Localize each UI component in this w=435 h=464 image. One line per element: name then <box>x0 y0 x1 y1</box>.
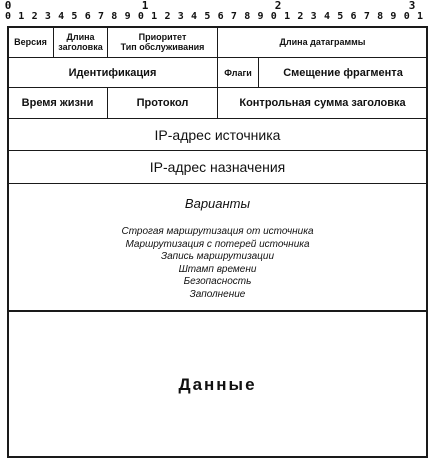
ruler-unit-digit: 9 <box>124 11 131 22</box>
ruler-unit-digit: 4 <box>323 11 330 22</box>
field-source-ip <box>7 118 428 151</box>
options-item: Штамп времени <box>178 263 257 275</box>
field-identification-label: Идентификация <box>68 66 157 79</box>
bit-ruler <box>0 0 435 28</box>
ruler-unit-digit: 4 <box>58 11 65 22</box>
field-tos-line2: Тип обслуживания <box>120 42 205 52</box>
ruler-unit-digit: 8 <box>377 11 384 22</box>
options-item: Заполнение <box>189 288 246 300</box>
ruler-unit-digit: 5 <box>337 11 344 22</box>
options-item: Строгая маршрутизация от источника <box>121 226 314 237</box>
field-identification <box>7 57 218 88</box>
ruler-unit-digit: 0 <box>403 11 410 22</box>
field-data-label: Данные <box>178 374 257 394</box>
ruler-unit-digit: 0 <box>137 11 144 22</box>
options-item: Запись маршрутизации <box>160 251 275 262</box>
ruler-unit-digit: 9 <box>257 11 264 22</box>
ruler-unit-digit: 2 <box>164 11 171 22</box>
field-header-length-line2: заголовка <box>58 42 103 52</box>
field-ttl-label: Время жизни <box>21 97 94 109</box>
options-list <box>8 226 427 301</box>
ruler-unit-digit: 2 <box>31 11 38 22</box>
ruler-unit-digit: 7 <box>230 11 237 22</box>
options-item: Безопасность <box>183 276 252 287</box>
ruler-unit-digit: 1 <box>416 11 424 22</box>
ruler-tens-1: 1 <box>141 0 149 12</box>
field-checksum-label: Контрольная сумма заголовка <box>239 97 406 109</box>
field-source-ip-label: IP-адрес источника <box>154 126 281 143</box>
field-type-of-service <box>107 26 218 58</box>
field-header-length-line1: Длина <box>66 32 95 42</box>
field-total-length <box>217 26 428 58</box>
field-data <box>7 311 428 458</box>
field-ttl <box>7 87 108 119</box>
ruler-unit-digit: 7 <box>98 11 105 22</box>
ruler-unit-digit: 5 <box>71 11 78 22</box>
ruler-tens-3: 3 <box>408 0 416 12</box>
ruler-unit-digit: 3 <box>44 11 51 22</box>
field-protocol-label: Протокол <box>136 97 189 109</box>
field-version-label: Версия <box>14 37 47 47</box>
ruler-unit-digit: 1 <box>18 11 25 22</box>
ruler-unit-digit: 8 <box>111 11 118 22</box>
field-dest-ip-label: IP-адрес назначения <box>149 159 286 175</box>
field-fragment-offset-label: Смещение фрагмента <box>283 66 403 79</box>
ruler-unit-digit: 0 <box>270 11 277 22</box>
ruler-unit-digit: 6 <box>350 11 357 22</box>
ruler-unit-digit: 4 <box>191 11 198 22</box>
ruler-unit-digit: 6 <box>84 11 91 22</box>
field-flags <box>217 57 259 88</box>
ruler-tens-2: 2 <box>274 0 282 12</box>
field-protocol <box>107 87 218 119</box>
ruler-unit-digit: 7 <box>363 11 370 22</box>
field-flags-label: Флаги <box>224 67 252 78</box>
options-title: Варианты <box>184 196 251 211</box>
ruler-unit-digit: 3 <box>177 11 184 22</box>
ruler-unit-digit: 5 <box>204 11 211 22</box>
field-fragment-offset <box>258 57 428 88</box>
field-version <box>7 26 54 58</box>
ruler-unit-digit: 0 <box>4 11 12 22</box>
field-total-length-label: Длина датаграммы <box>279 37 366 47</box>
ruler-tens-0: 0 <box>4 0 12 12</box>
field-checksum <box>217 87 428 119</box>
ruler-unit-digit: 1 <box>151 11 158 22</box>
options-item: Маршрутизация с потерей источника <box>125 238 310 250</box>
field-dest-ip <box>7 150 428 184</box>
ruler-unit-digit: 8 <box>244 11 251 22</box>
ruler-unit-digit: 6 <box>217 11 224 22</box>
field-options <box>7 183 428 311</box>
field-header-length <box>53 26 108 58</box>
ruler-unit-digit: 2 <box>297 11 304 22</box>
field-tos-line1: Приоритет <box>138 32 187 42</box>
ruler-unit-digit: 9 <box>390 11 397 22</box>
ruler-unit-digit: 3 <box>310 11 317 22</box>
ruler-unit-digit: 1 <box>284 11 291 22</box>
